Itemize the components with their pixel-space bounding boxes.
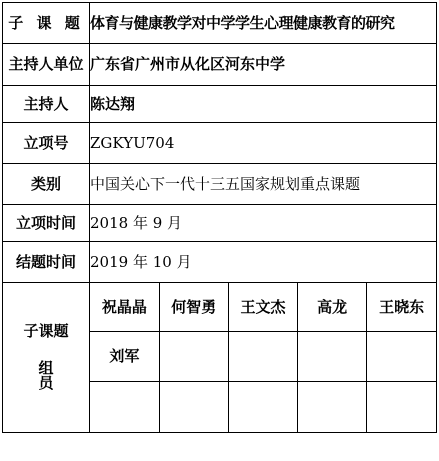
- value-host: 陈达翔: [90, 86, 437, 123]
- row-start-date: [3, 205, 437, 242]
- member-cell: 祝晶晶: [90, 283, 159, 332]
- value-category: 中国关心下一代十三五国家规划重点课题: [90, 164, 437, 205]
- row-host-unit: [3, 44, 437, 86]
- label-subtopic: 子 课 题: [3, 3, 90, 44]
- label-host: 主持人: [3, 86, 90, 123]
- member-cell: [159, 332, 228, 382]
- member-cell: 刘军: [90, 332, 159, 382]
- label-members-line1: 子课题: [23, 322, 69, 340]
- label-host-unit: 主持人单位: [3, 44, 90, 86]
- value-subtopic: 体育与健康教学对中学学生心理健康教育的研究: [90, 3, 437, 44]
- row-end-date: [3, 242, 437, 283]
- members-row: [90, 283, 436, 332]
- row-members: [3, 283, 437, 433]
- row-category: [3, 164, 437, 205]
- member-cell: [367, 382, 436, 433]
- member-cell: 高龙: [298, 283, 367, 332]
- member-cell: [367, 332, 436, 382]
- member-cell: [228, 382, 297, 433]
- member-cell: [159, 382, 228, 433]
- project-info-table: [2, 2, 437, 433]
- member-cell: [90, 382, 159, 433]
- label-start-date: 立项时间: [3, 205, 90, 242]
- project-info-form: [2, 2, 437, 459]
- label-project-number: 立项号: [3, 123, 90, 164]
- members-grid: [90, 283, 436, 432]
- member-cell: [228, 332, 297, 382]
- members-row: [90, 332, 436, 382]
- label-members-line2: 组 员: [38, 359, 68, 392]
- value-start-date: 2018 年 9 月: [90, 205, 437, 242]
- label-members: [3, 283, 90, 433]
- member-cell: [298, 382, 367, 433]
- value-project-number: ZGKYU704: [90, 123, 437, 164]
- member-cell: [298, 332, 367, 382]
- member-cell: 王文杰: [228, 283, 297, 332]
- member-cell: 王晓东: [367, 283, 436, 332]
- row-host: [3, 86, 437, 123]
- row-project-number: [3, 123, 437, 164]
- label-category: 类别: [3, 164, 90, 205]
- value-host-unit: 广东省广州市从化区河东中学: [90, 44, 437, 86]
- label-end-date: 结题时间: [3, 242, 90, 283]
- members-row: [90, 382, 436, 433]
- value-end-date: 2019 年 10 月: [90, 242, 437, 283]
- member-cell: 何智勇: [159, 283, 228, 332]
- members-grid-cell: [90, 283, 437, 433]
- row-subtopic: [3, 3, 437, 44]
